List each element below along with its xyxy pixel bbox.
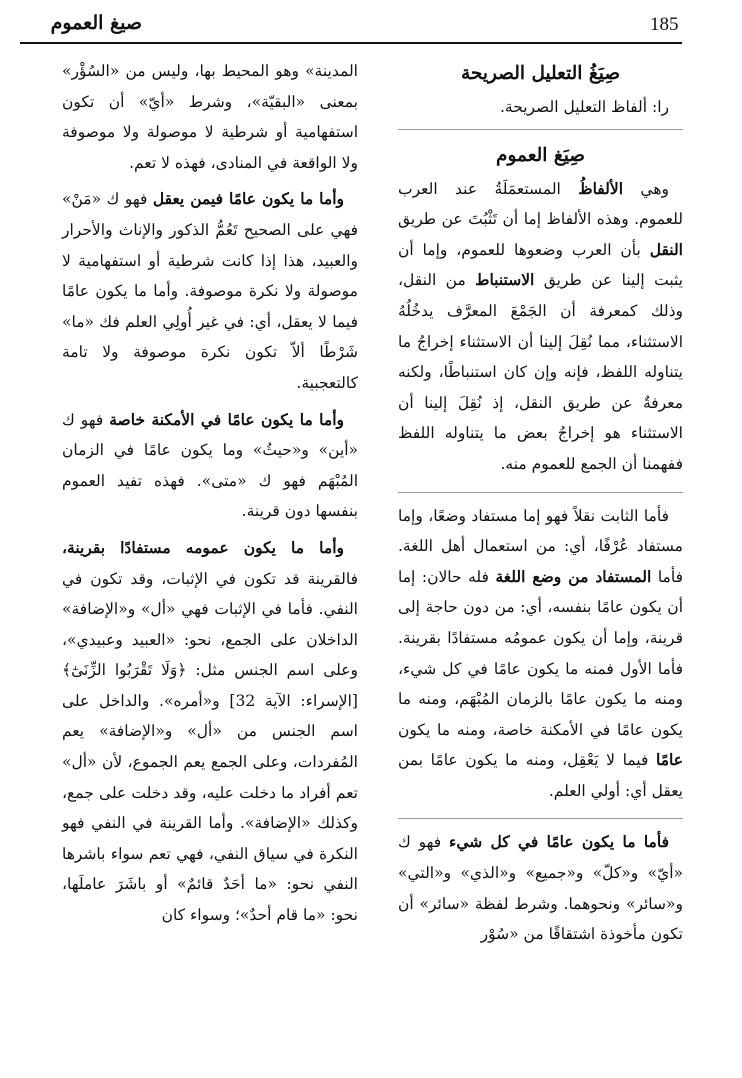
cross-reference-text: را: ألفاظ التعليل الصريحة. (499, 98, 669, 116)
section-divider (398, 129, 683, 130)
right-column (398, 56, 683, 950)
bold-term: الاستنباط (475, 270, 535, 290)
bold-term: وأما ما يكون عامًا فيمن يعقل (152, 189, 344, 209)
cross-reference (398, 92, 683, 123)
section-title-umum: صِيَغ العموم (496, 144, 585, 166)
paragraph-amkina (62, 405, 358, 533)
text-run: فيما لا يَعْقِل، ومنه ما يكون عامًا بمن يعقل أي: أولي العلم. (398, 751, 683, 800)
bold-term: وأما ما يكون عمومه مستفادًا بقرينة، (62, 537, 344, 557)
paragraph-man-yaqil (62, 184, 358, 404)
paragraph-kull-shay (398, 827, 683, 949)
header-rule (20, 42, 682, 44)
bold-term: الألفاظُ (578, 178, 624, 198)
section-divider (398, 818, 683, 819)
text-run: فالقرينة قد تكون في الإثبات، وقد تكون في النفي. فأما في الإثبات فهي «أل» و«الإضافة» الداخلان على الجمع، نحو: «العبيد وعبيدي»، وعلى اسم الجنس مثل: ﴿وَلَا تَقْرَبُوا الزِّنَىٰٓ﴾ [الإسراء: الآية 32] و«أمره». والداخل على اسم الجنس من «أل» و«الإضافة» يعم المُفردات، وعلى الجمع يعم الجموع، لأن «أل» تعم أفراد ما دخلت عليه، وقد دخلت على جمع، وكذلك «الإضافة». وأما القرينة في النفي فهو النكرة في سياق النفي، فهي تعم سواء باشرها النفي نحو: «ما أحَدٌ قائمٌ» أو باشَرَ عاملَها، نحو: «ما قام أحدٌ»؛ وسواء كان (62, 569, 358, 925)
page-number: 185 (650, 14, 679, 35)
running-title: صيغ العموم (50, 12, 142, 34)
bold-term: فأما ما يكون عامًا في كل شيء (449, 832, 669, 852)
text-run: فهو ك «أين» و«حيثُ» وما يكون عامًا في الزمان المُبْهَم فهو ك «متى». فهذه تفيد العموم بنفسها دون قرينة. (62, 410, 358, 521)
paragraph-continuation: المدينة» وهو المحيط بها، وليس من «السُؤْر» بمعنى «البقيّة»، وشرط «أيّ» أن تكون استفهامية أو شرطية لا موصولة ولا موصوفة ولا الواقعة في المنادى، فهذه لا تعم. (62, 62, 358, 172)
text-run: بأن العرب وضعوها للعموم، وإما أن يثبت إلينا عن طريق (398, 240, 683, 290)
text-run: فأما الثابت نقلاً فهو إما مستفاد وضعًا، وإما مستفاد عُرْفًا، أي: من استعمال أهل اللغة. فأما (398, 506, 683, 586)
bold-term: النقل (649, 239, 683, 259)
paragraph-naql (398, 501, 683, 813)
paragraph-definition (398, 174, 683, 486)
bold-term: عامًا (656, 750, 683, 770)
text-run: المستعمَلَةُ عند العرب للعموم. وهذه الألفاظ إما أن تَثْبُتَ عن طريق (398, 179, 683, 229)
text-run: فهو ك «أيّ» و«كلّ» و«جميع» و«الذي» و«التي» و«سائر» ونحوهما. وشرط لفظة «سائر» أن تكون مأخوذة اشتقاقًا من «سُوْر (398, 833, 683, 944)
paragraph-qarina (62, 533, 358, 931)
section-title-taalil: صِيَغُ التعليل الصريحة (460, 63, 621, 84)
section-divider (398, 492, 683, 493)
text-run: وهي (623, 179, 669, 198)
text-run: من النقل، وذلك كمعرفة أن الجَمْعَ المعرَّف يدخُلُهُ الاستثناء، مما نُقِلَ إلينا أن الاستثناء إخراجُ ما يتناوله اللفظ، فإنه وإن كان استنباطًا، ولكنه معرفةٌ عن طريق النقل، إذ نُقِلَ إلينا أن الاستثناء هو إخراجُ بعض ما يتناوله اللفظ ففهمنا أن الجمع للعموم منه. (398, 271, 683, 473)
bold-term: المستفاد من وضع اللغة (495, 566, 652, 586)
text-run: فهو ك «مَنْ» فهي على الصحيح تَعُمُّ الذكور والإناث والأحرار والعبيد، هذا إذا كانت شرطية أو استفهامية لا موصولة ولا نكرة موصوفة. وأما ما يكون عامًا فيما لا يعقل، أي: في غير أُولِي العلم فك «ما» شَرْطًا ألاّ تكون نكرة موصوفة ولا تامة كالتعجبية. (62, 190, 358, 392)
left-column (62, 56, 358, 931)
text-run: فله حالان: إما أن يكون عامًا بنفسه، أي: من دون حاجة إلى قرينة، وإما أن يكون عمومُه مستفادًا بقرينة. فأما الأول فمنه ما يكون عامًا في كل شيء، ومنه ما يكون عامًا بالزمان المُبْهَم، ومنه ما يكون عامًا في الأمكنة خاصة، ومنه ما يكون (398, 567, 683, 739)
bold-term: وأما ما يكون عامًا في الأمكنة خاصة (109, 409, 344, 429)
